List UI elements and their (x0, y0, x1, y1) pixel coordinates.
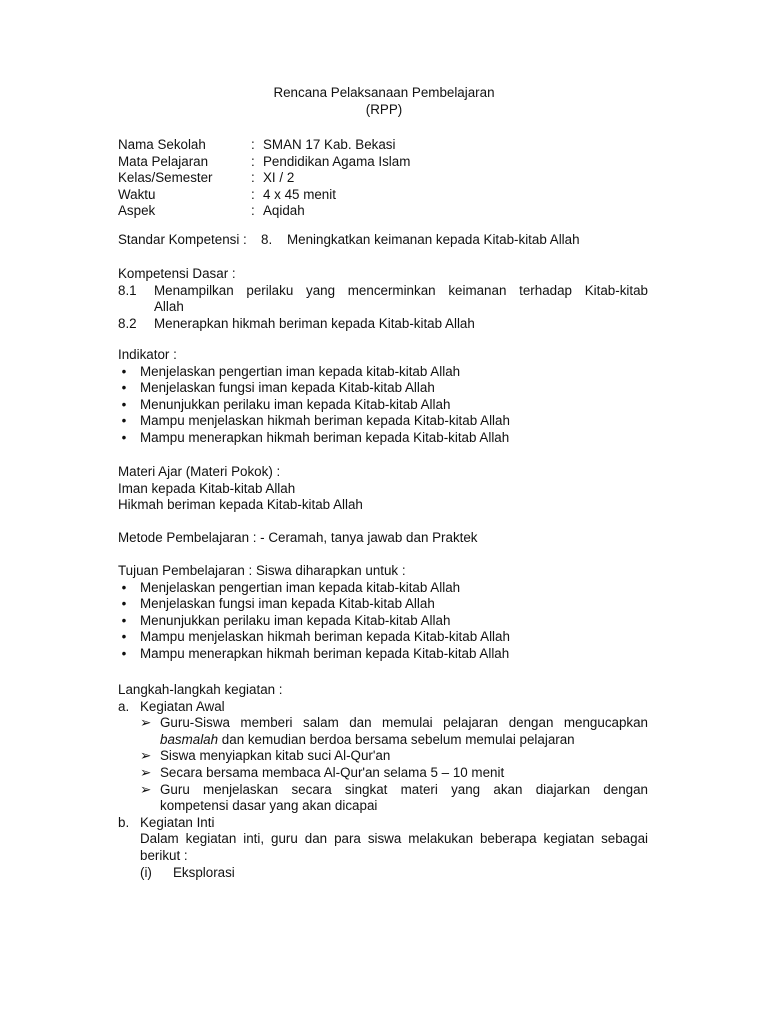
document-subtitle: (RPP) (365, 102, 403, 117)
materi-line: Hikmah beriman kepada Kitab-kitab Allah (118, 497, 363, 513)
bullet-icon: • (121, 645, 127, 661)
materi-heading: Materi Ajar (Materi Pokok) : (118, 464, 281, 479)
list-item-continued: basmalah dan kemudian berdoa bersama sebelum memulai pelajaran (160, 731, 575, 747)
bullet-icon: • (121, 629, 127, 645)
sub-item (118, 865, 648, 882)
identity-separator: : (251, 203, 255, 219)
bullet-icon: • (121, 596, 127, 612)
list-item: ➢ Siswa menyiapkan kitab suci Al-Qur'an (140, 748, 391, 764)
indikator-heading: Indikator : (118, 347, 177, 362)
list-item: • Menunjukkan perilaku iman kepada Kitab-kitab Allah (118, 397, 648, 414)
bullet-icon: • (121, 396, 127, 412)
identity-row (118, 203, 648, 220)
arrow-bullet-icon: ➢ (140, 715, 152, 731)
list-item: • Mampu menjelaskan hikmah beriman kepada Kitab-kitab Allah (118, 629, 648, 646)
bullet-icon: • (121, 579, 127, 595)
document-title: Rencana Pelaksanaan Pembelajaran (273, 85, 495, 100)
list-item: • Menjelaskan pengertian iman kepada kitab-kitab Allah (118, 364, 648, 381)
identity-separator: : (251, 170, 255, 186)
paragraph-line: berikut : (140, 847, 188, 863)
arrow-bullet-icon: ➢ (140, 748, 152, 764)
identity-label: Mata Pelajaran (118, 153, 209, 169)
list-item: • Menunjukkan perilaku iman kepada Kitab-kitab Allah (118, 613, 648, 630)
kompetensi-item (118, 283, 648, 300)
identity-label: Nama Sekolah (118, 137, 206, 152)
bullet-icon: • (121, 612, 127, 628)
bullet-icon: • (121, 363, 127, 379)
list-item: ➢ Secara bersama membaca Al-Qur'an selama 5 – 10 menit (140, 764, 505, 780)
tujuan-heading: Tujuan Pembelajaran : Siswa diharapkan untuk : (118, 563, 406, 578)
list-item: • Menjelaskan pengertian iman kepada kitab-kitab Allah (118, 580, 648, 597)
list-item: • Menjelaskan fungsi iman kepada Kitab-kitab Allah (118, 380, 648, 397)
kompetensi-number: 8.1 (118, 282, 137, 298)
arrow-bullet-icon: ➢ (140, 781, 152, 797)
kompetensi-text: Menampilkan perilaku yang mencerminkan keimanan terhadap Kitab-kitab (154, 282, 648, 298)
kegiatan-awal-heading (118, 699, 648, 716)
list-item: • Menjelaskan fungsi iman kepada Kitab-kitab Allah (118, 596, 648, 613)
standar-text: Meningkatkan keimanan kepada Kitab-kitab Allah (287, 232, 580, 247)
kompetensi-text: Menerapkan hikmah beriman kepada Kitab-kitab Allah (154, 315, 475, 331)
identity-separator: : (251, 153, 255, 169)
identity-label: Waktu (118, 186, 156, 202)
identity-value: Pendidikan Agama Islam (263, 153, 411, 169)
sub-item-number: (i) (140, 864, 152, 880)
identity-value: SMAN 17 Kab. Bekasi (263, 137, 396, 152)
identity-row (118, 154, 648, 171)
identity-separator: : (251, 186, 255, 202)
metode-text: Metode Pembelajaran : - Ceramah, tanya jawab dan Praktek (118, 530, 478, 545)
identity-row (118, 170, 648, 187)
kompetensi-number: 8.2 (118, 315, 137, 331)
langkah-section (118, 682, 648, 881)
identity-row (118, 187, 648, 204)
bullet-icon: • (121, 429, 127, 445)
standar-label: Standar Kompetensi : (118, 232, 247, 247)
bullet-icon: • (121, 380, 127, 396)
italic-term: basmalah (160, 731, 219, 747)
kegiatan-title: Kegiatan Awal (140, 698, 225, 714)
kompetensi-heading: Kompetensi Dasar : (118, 266, 236, 281)
tujuan-section (118, 563, 648, 663)
sub-item-text: Eksplorasi (173, 864, 235, 880)
identity-value: XI / 2 (263, 170, 295, 186)
kegiatan-inti-heading (118, 815, 648, 832)
kegiatan-letter: a. (118, 698, 130, 714)
identity-label: Aspek (118, 203, 156, 219)
materi-section (118, 464, 648, 514)
identity-label: Kelas/Semester (118, 170, 213, 186)
metode-section (118, 530, 648, 547)
list-item: ➢ Guru-Siswa memberi salam dan memulai pelajaran dengan mengucapkan (140, 715, 648, 731)
list-item: • Mampu menerapkan hikmah beriman kepada Kitab-kitab Allah (118, 646, 648, 663)
bullet-icon: • (121, 413, 127, 429)
langkah-heading: Langkah-langkah kegiatan : (118, 682, 283, 697)
list-item: • Mampu menjelaskan hikmah beriman kepada Kitab-kitab Allah (118, 413, 648, 430)
identity-value: 4 x 45 menit (263, 186, 336, 202)
identity-row (118, 137, 648, 154)
kegiatan-title: Kegiatan Inti (140, 814, 215, 830)
kegiatan-letter: b. (118, 814, 130, 830)
kompetensi-item-continued (118, 299, 648, 316)
materi-line: Iman kepada Kitab-kitab Allah (118, 480, 296, 496)
indikator-section (118, 347, 648, 447)
list-item: ➢ Guru menjelaskan secara singkat materi yang akan diajarkan dengan (140, 781, 648, 797)
identity-separator: : (251, 137, 255, 152)
arrow-bullet-icon: ➢ (140, 764, 152, 780)
standar-number: 8. (261, 232, 273, 247)
list-item-continued: kompetensi dasar yang akan dicapai (160, 798, 378, 814)
kompetensi-dasar (118, 266, 648, 332)
kompetensi-item (118, 316, 648, 333)
identity-table (118, 137, 648, 220)
paragraph-line: Dalam kegiatan inti, guru dan para siswa melakukan beberapa kegiatan sebagai (140, 831, 648, 847)
identity-value: Aqidah (263, 203, 305, 219)
list-item: • Mampu menerapkan hikmah beriman kepada Kitab-kitab Allah (118, 430, 648, 447)
standar-kompetensi (118, 232, 648, 249)
kompetensi-text: Allah (154, 299, 184, 315)
